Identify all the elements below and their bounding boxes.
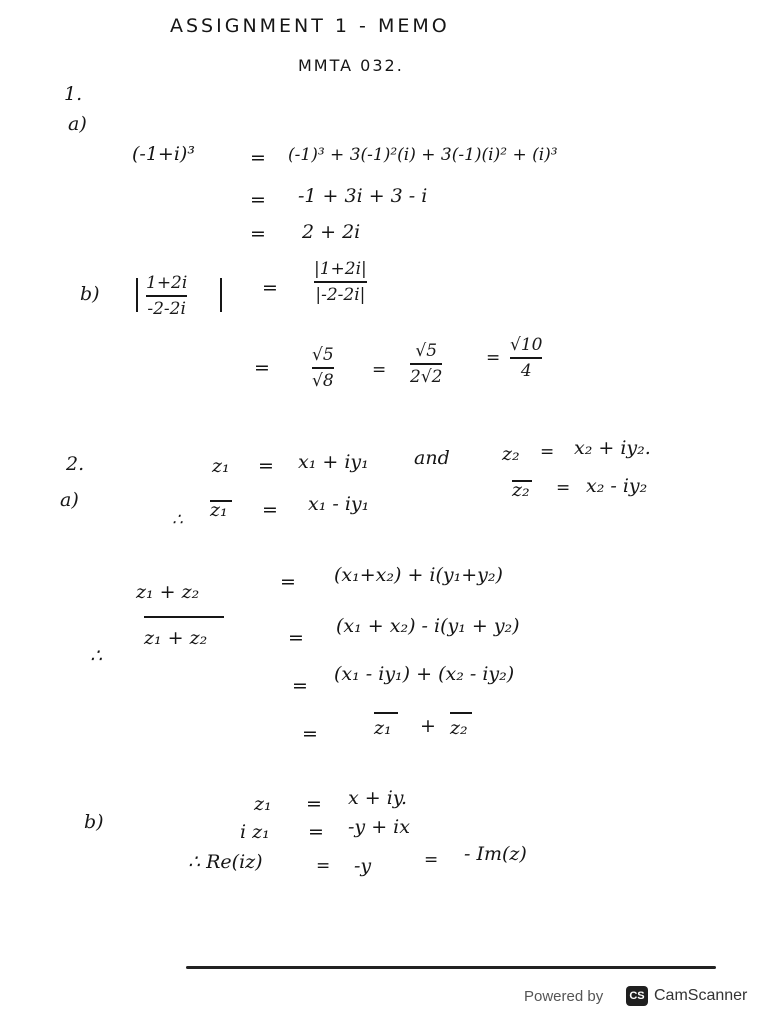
- q2b-l1-rhs: x + iy.: [348, 787, 408, 809]
- q2b-l3-equals-2: =: [424, 850, 439, 870]
- q1a-equals-1: =: [250, 147, 266, 169]
- abs-bar-right: [220, 278, 222, 312]
- q2b-l3-mid: -y: [354, 855, 372, 877]
- q1b-f3-denominator: 4: [520, 360, 532, 381]
- q2a-and: and: [414, 447, 450, 469]
- q1b-lhs-fraction: [146, 272, 187, 320]
- q2a-sum-lhs: z₁ + z₂: [136, 581, 200, 603]
- q2a-z1: z₁: [212, 455, 230, 477]
- q2a-sum-rhs: (x₁+x₂) + i(y₁+y₂): [334, 564, 503, 586]
- q2a-conj-rhs-2: (x₁ - iy₁) + (x₂ - iy₂): [334, 663, 515, 685]
- abs-bar-left: [136, 278, 138, 312]
- q2a-conj-lhs: z₁ + z₂: [144, 627, 208, 649]
- q1b-fraction-sqrt10-4: [510, 334, 542, 382]
- q1b-equals-2: =: [254, 357, 270, 379]
- q1b-rhs-fraction: [314, 258, 367, 306]
- q2b-l2-equals: =: [308, 821, 324, 843]
- q2a-z1bar-equals: =: [262, 499, 278, 521]
- page-title: ASSIGNMENT 1 - MEMO: [170, 15, 450, 37]
- q1b-fraction-sqrt5-sqrt8: [312, 344, 334, 392]
- q2-part-a-label: a): [60, 489, 79, 511]
- q1a-line-3: 2 + 2i: [302, 221, 361, 243]
- sum-conjugate-bar: [144, 616, 224, 618]
- therefore-symbol-1: ∴: [172, 510, 183, 530]
- fraction-bar: [312, 367, 334, 369]
- q2a-conj-equals-2: =: [292, 675, 308, 697]
- q1-part-a-label: a): [68, 113, 87, 135]
- q1b-f2-denominator: 2√2: [410, 366, 443, 387]
- question-1-number: 1.: [64, 83, 83, 105]
- q1b-f3-numerator: √10: [510, 335, 543, 355]
- q2a-conj-equals-1: =: [288, 627, 304, 649]
- q2b-l3-rhs: - Im(z): [464, 843, 527, 865]
- fraction-bar: [146, 295, 187, 297]
- q2a-conj-rhs-3-plus: +: [420, 715, 436, 737]
- q2b-l2-rhs: -y + ix: [348, 816, 410, 838]
- question-2-number: 2.: [66, 453, 85, 475]
- z2-conjugate-bar-2: [450, 712, 472, 714]
- fraction-bar: [314, 281, 367, 283]
- q2b-l1-lhs: z₁: [254, 793, 272, 815]
- z1-conjugate-bar-2: [374, 712, 398, 714]
- camscanner-brand: CamScanner: [654, 987, 748, 1004]
- fraction-bar: [510, 357, 542, 359]
- therefore-symbol-2: ∴: [90, 645, 103, 667]
- q2a-z2-rhs: x₂ + iy₂.: [574, 437, 651, 459]
- camscanner-logo-icon: CS: [626, 986, 648, 1006]
- q2b-l1-equals: =: [306, 793, 322, 815]
- q1b-rhs-numerator: |1+2i|: [314, 259, 367, 279]
- q2a-z2bar-rhs: x₂ - iy₂: [586, 475, 648, 497]
- q2-part-b-label: b): [84, 811, 104, 833]
- q2a-z2: z₂: [502, 443, 520, 465]
- q2a-conj-rhs-3-z1bar: z₁: [374, 717, 392, 739]
- q2b-l3-lhs: ∴ Re(iz): [188, 851, 263, 873]
- q1b-rhs-denominator: |-2-2i|: [315, 284, 366, 305]
- q1b-lhs-numerator: 1+2i: [146, 273, 188, 293]
- q2a-z1bar-rhs: x₁ - iy₁: [308, 493, 370, 515]
- q1a-lhs: (-1+i)³: [132, 143, 195, 165]
- q1b-fraction-sqrt5-2sqrt2: [410, 340, 442, 388]
- q1a-line-2: -1 + 3i + 3 - i: [298, 185, 428, 207]
- q2a-z1-conjugate: z₁: [210, 499, 228, 521]
- q2a-conj-rhs-3-z2bar: z₂: [450, 717, 468, 739]
- q1a-equals-3: =: [250, 223, 266, 245]
- q1b-equals-4: =: [486, 348, 501, 368]
- q1a-equals-2: =: [250, 189, 266, 211]
- q2a-sum-equals: =: [280, 571, 296, 593]
- scan-edge-line: [186, 966, 716, 969]
- q2a-z2bar-equals: =: [556, 478, 571, 498]
- q1b-equals-1: =: [262, 277, 278, 299]
- q2b-l3-equals-1: =: [316, 856, 331, 876]
- q1-part-b-label: b): [80, 283, 100, 305]
- q2a-conj-equals-3: =: [302, 723, 318, 745]
- fraction-bar: [410, 363, 442, 365]
- q1b-lhs-denominator: -2-2i: [147, 298, 186, 319]
- q2a-z1-rhs: x₁ + iy₁: [298, 451, 369, 473]
- q2a-z2-conjugate: z₂: [512, 479, 530, 501]
- q1a-line-1: (-1)³ + 3(-1)²(i) + 3(-1)(i)² + (i)³: [288, 145, 558, 165]
- q1b-f1-denominator: √8: [312, 370, 334, 391]
- q2b-l2-lhs: i z₁: [240, 821, 270, 843]
- q1b-equals-3: =: [372, 360, 387, 380]
- course-code: MMTA 032.: [298, 56, 404, 75]
- q1b-f2-numerator: √5: [415, 341, 438, 361]
- q2a-conj-rhs-1: (x₁ + x₂) - i(y₁ + y₂): [336, 615, 520, 637]
- q1b-f1-numerator: √5: [312, 345, 334, 365]
- q2a-z1-equals: =: [258, 455, 274, 477]
- powered-by-text: Powered by: [524, 988, 604, 1005]
- q2a-z2-equals: =: [540, 442, 555, 462]
